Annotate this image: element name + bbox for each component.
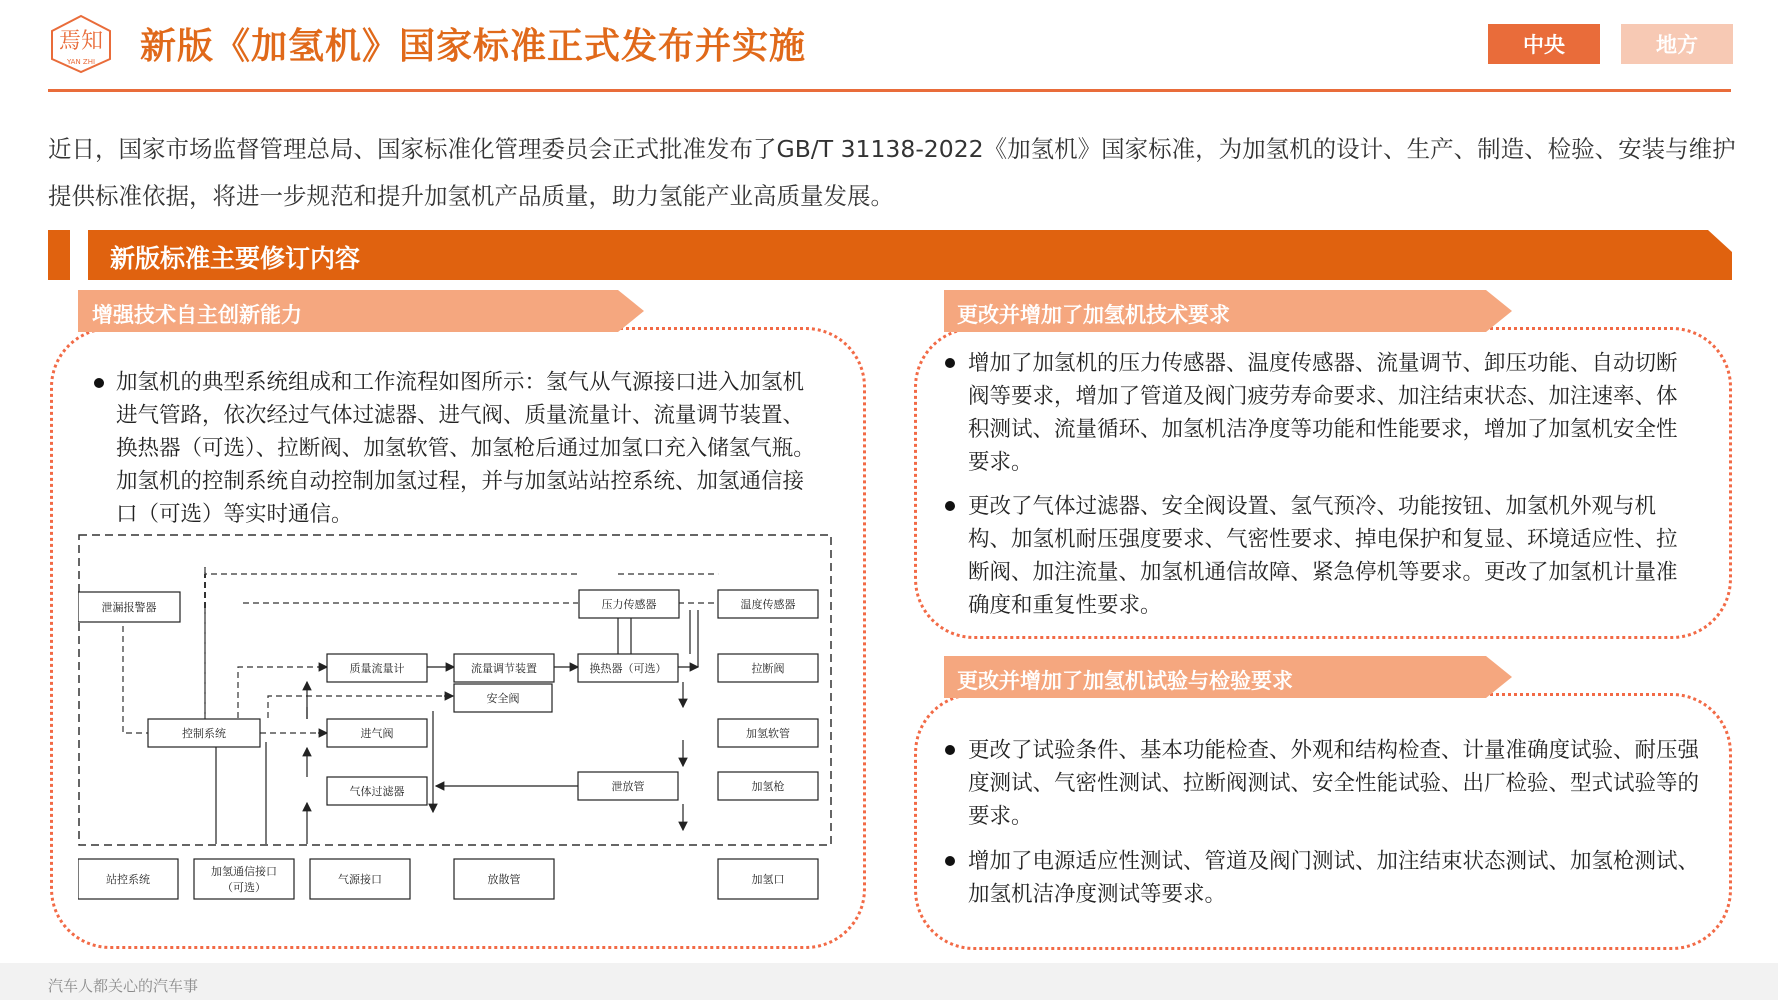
svg-text:流量调节装置: 流量调节装置 <box>471 662 537 675</box>
svg-text:放散管: 放散管 <box>487 873 521 886</box>
logo <box>48 14 114 74</box>
process-flow-diagram <box>78 534 834 910</box>
svg-text:加氢软管: 加氢软管 <box>746 727 790 740</box>
footer <box>0 963 1778 1000</box>
svg-text:（可选）: （可选） <box>222 881 266 894</box>
tab-central[interactable]: 中央 <box>1488 24 1600 64</box>
page-title: 新版《加氢机》国家标准正式发布并实施 <box>140 26 807 67</box>
svg-text:安全阀: 安全阀 <box>486 692 520 705</box>
svg-text:拉断阀: 拉断阀 <box>751 662 785 675</box>
svg-text:站控系统: 站控系统 <box>106 873 150 886</box>
right-panel-2-bullet-1: 更改了试验条件、基本功能检查、外观和结构检查、计量准确度试验、耐压强度测试、气密性测试、拉断阀测试、安全性能试验、出厂检验、型式试验等的要求。 <box>968 738 1700 829</box>
svg-text:焉知: 焉知 <box>58 29 104 54</box>
svg-text:进气阀: 进气阀 <box>360 727 394 740</box>
right-panel-1-bullet-2: 更改了气体过滤器、安全阀设置、氢气预冷、功能按钮、加氢机外观与机构、加氢机耐压强度要求、气密性要求、掉电保护和复显、环境适应性、拉断阀、加注流量、加氢机通信故障、紧急停机等要求。更改了加氢机计量准确度和重复性要求。 <box>968 494 1678 618</box>
bullet-dot <box>945 745 955 755</box>
svg-text:换热器（可选）: 换热器（可选） <box>589 662 667 675</box>
section-bar-marker <box>48 230 70 280</box>
tab-local[interactable]: 地方 <box>1621 24 1733 64</box>
svg-text:温度传感器: 温度传感器 <box>740 598 796 611</box>
svg-text:控制系统: 控制系统 <box>182 727 226 740</box>
header-divider <box>48 89 1731 92</box>
footer-text: 汽车人都关心的汽车事 <box>48 977 199 995</box>
svg-text:气体过滤器: 气体过滤器 <box>349 785 405 798</box>
right-panel-2-heading: 更改并增加了加氢机试验与检验要求 <box>957 669 1293 693</box>
svg-text:加氢通信接口: 加氢通信接口 <box>211 865 277 878</box>
svg-text:气源接口: 气源接口 <box>338 873 382 886</box>
right-panel-1-bullet-1: 增加了加氢机的压力传感器、温度传感器、流量调节、卸压功能、自动切断阀等要求，增加了管道及阀门疲劳寿命要求、加注结束状态、加注速率、体积测试、流量循环、加氢机洁净度等功能和性能要求，增加了加氢机安全性要求。 <box>968 351 1678 475</box>
intro-paragraph: 近日，国家市场监督管理总局、国家标准化管理委员会正式批准发布了GB/T 31138-2022《加氢机》国家标准，为加氢机的设计、生产、制造、检验、安装与维护提供标准依据，将进一步规范和提升加氢机产品质量，助力氢能产业高质量发展。 <box>48 135 1736 210</box>
left-panel-heading: 增强技术自主创新能力 <box>92 303 302 327</box>
bullet-dot <box>945 358 955 368</box>
bullet-dot <box>94 378 104 388</box>
svg-text:质量流量计: 质量流量计 <box>349 662 405 675</box>
bullet-dot <box>945 501 955 511</box>
svg-text:YAN ZHI: YAN ZHI <box>66 58 96 66</box>
left-panel-bullet: 加氢机的典型系统组成和工作流程如图所示：氢气从气源接口进入加氢机进气管路，依次经过气体过滤器、进气阀、质量流量计、流量调节装置、换热器（可选）、拉断阀、加氢软管、加氢枪后通过加氢口充入储氢气瓶。加氢机的控制系统自动控制加氢过程，并与加氢站站控系统、加氢通信接口（可选）等实时通信。 <box>116 370 815 527</box>
svg-text:加氢枪: 加氢枪 <box>751 780 785 793</box>
right-panel-1-heading: 更改并增加了加氢机技术要求 <box>957 303 1230 327</box>
section-title: 新版标准主要修订内容 <box>110 244 361 273</box>
svg-text:泄放管: 泄放管 <box>611 780 645 793</box>
right-panel-2-bullet-2: 增加了电源适应性测试、管道及阀门测试、加注结束状态测试、加氢枪测试、加氢机洁净度测试等要求。 <box>968 849 1700 907</box>
svg-text:压力传感器: 压力传感器 <box>601 598 657 611</box>
svg-text:泄漏报警器: 泄漏报警器 <box>101 601 157 614</box>
bullet-dot <box>945 856 955 866</box>
logo-icon <box>48 14 114 74</box>
svg-text:加氢口: 加氢口 <box>751 873 785 886</box>
